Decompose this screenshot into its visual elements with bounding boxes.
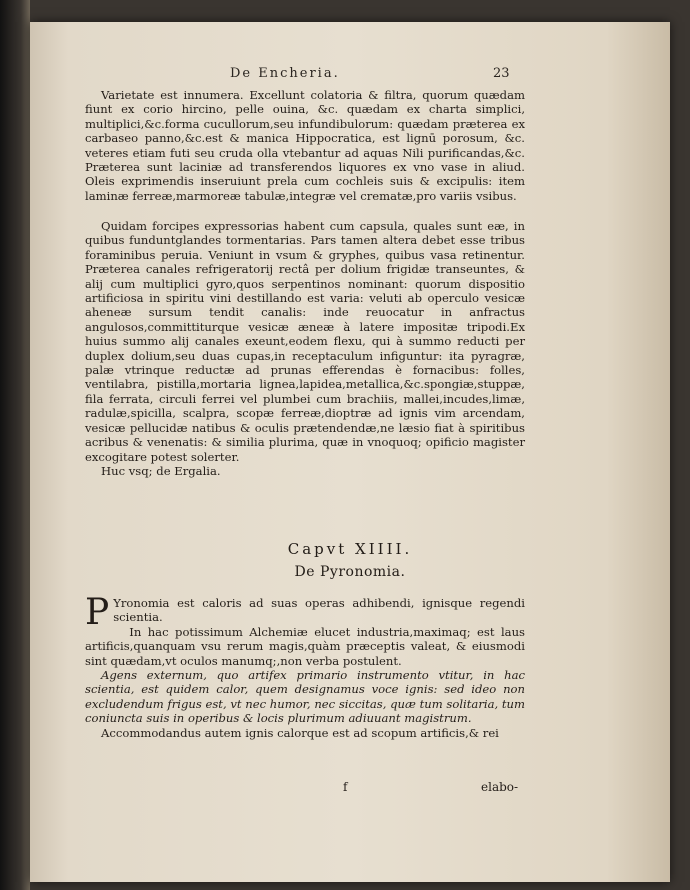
text-block-bottom xyxy=(85,592,525,740)
page-number: 23 xyxy=(493,66,510,81)
text-block-middle xyxy=(85,219,525,478)
paragraph: Quidam forcipes expressorias habent cum capsula, quales sunt eæ, in quibus funduntglandes tormentarias. Pars tamen altera debet esse tribus foraminibus peruia. Veniunt in vsum & gryphes, quibus vasa retinentur. Præterea canales refrigeratorij rectâ per dolium frigidæ transeuntes, & alij cum multiplici gyro,quos serpentinos nominant: quorum dispositio artificiosa in spiritu vini destillando est varia: veluti ab operculo vesicæ aheneæ sursum tendit canalis: inde reuocatur in anfractus angulosos,committiturque vesicæ æneæ à latere impositæ tripodi.Ex huius summo alij canales exeunt,eodem flexu, qui à summo reducti per duplex dolium,seu duas cupas,in receptaculum infiguntur: ita pyragræ, palæ vtrinque reductæ ad prunas efferendas è fornacibus: folles, ventilabra, pistilla,mortaria lignea,lapidea,metallica,&c.spongiæ,stuppæ, fila ferrata, circuli ferrei vel plumbei cum brachiis, mallei,incudes,limæ, radulæ,spicilla, scalpra, scopæ ferreæ,dioptræ ad ignis vim arcendam, vesicæ pellucidæ natibus & oculis prætendendæ,ne læsio fiat à spiritibus acribus & venenatis: & similia plurima, quæ in vnoquoq; opificio magister excogitare potest solerter. xyxy=(85,219,525,464)
running-head: De Encheria. xyxy=(230,66,340,81)
paragraph: In hac potissimum Alchemiæ elucet industria,maximaq; est laus artificis,quanquam vsu rerum magis,quàm præceptis valeat, & eiusmodi sint quædam,vt oculos manumq;,non verba postulent. xyxy=(85,624,525,668)
paragraph xyxy=(85,592,525,633)
italic-paragraph: Agens externum, quo artifex primario instrumento vtitur, in hac scientia, est quidem calor, quem designamus voce ignis: sed ideo non excludendum frigus est, vt nec humor, nec siccitas, quæ tum solitaria, tum coniuncta suis in operibus & locis plurimum adiuuant magistrum. xyxy=(85,668,525,726)
chapter-title: Capvt XIIII. xyxy=(287,540,413,558)
book-page xyxy=(30,22,670,882)
paragraph: Huc vsq; de Ergalia. xyxy=(101,463,221,478)
drop-cap: P xyxy=(85,592,110,633)
paragraph: Varietate est innumera. Excellunt colatoria & filtra, quorum quædam fiunt ex corio hircino, pelle ouina, &c. quædam ex charta simplici, multiplici,&c.forma cucullorum,seu infundibulorum: quædam præterea ex carbaseo panno,&c.est & manica Hippocratica, est lignū porosum, &c. veteres etiam futi seu cruda olla vtebantur ad aquas Nili purificandas,&c. Præterea sunt laciniæ ad transferendos liquores ex vno vase in aliud. Oleis exprimendis inseruiunt prela cum cochleis suis & excipulis: item laminæ ferreæ,marmoreæ tabulæ,integræ vel crematæ,pro variis vsibus. xyxy=(85,88,525,203)
catchword: elabo- xyxy=(481,780,519,794)
signature-mark: f xyxy=(343,780,348,794)
chapter-subtitle: De Pyronomia. xyxy=(294,564,406,580)
paragraph: Accommodandus autem ignis calorque est ad scopum artificis,& rei xyxy=(101,725,499,740)
book-gutter xyxy=(0,0,30,890)
paragraph-text: Yronomia est caloris ad suas operas adhibendi, ignisque regendi scientia. xyxy=(113,596,525,625)
text-block-top xyxy=(85,88,525,203)
